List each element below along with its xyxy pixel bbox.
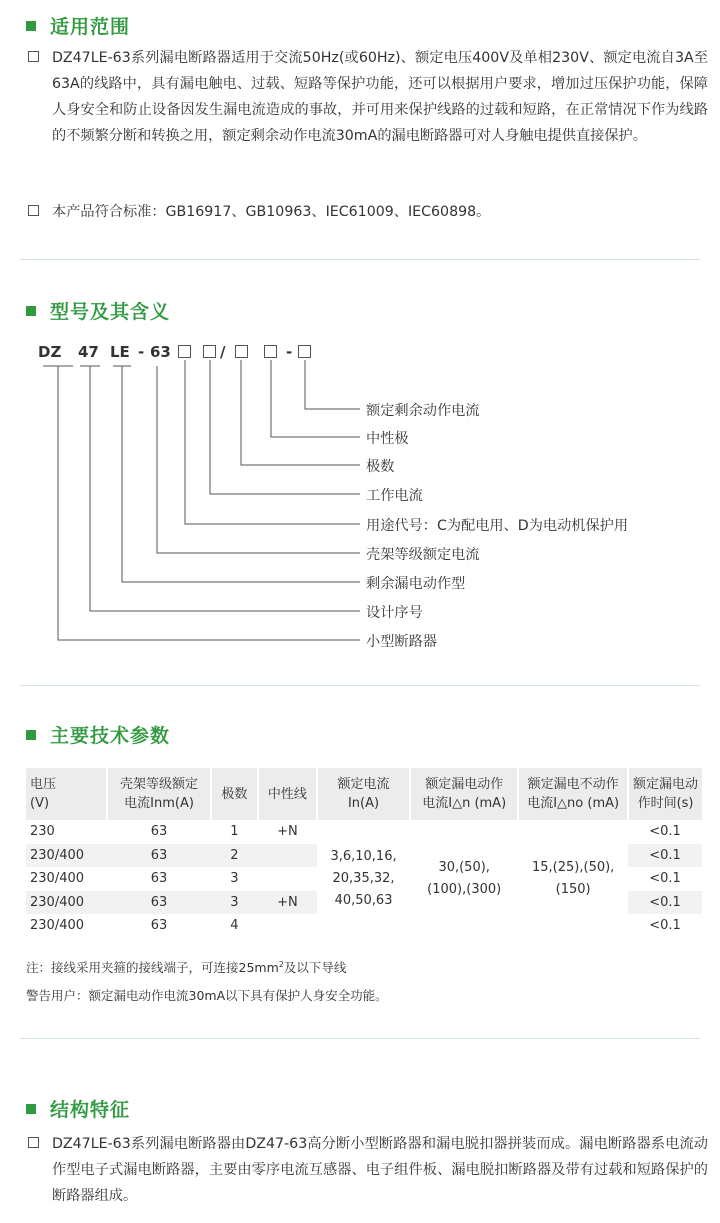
cell-break-time: <0.1 [649,871,681,887]
model-label: 工作电流 [366,488,423,504]
cell-neutral [258,844,317,868]
cell-frame-current: 63 [150,824,168,840]
section-title-structure [26,1095,130,1122]
cell-break-time: <0.1 [649,824,681,840]
leader-line [185,360,360,524]
cell-poles: 3 [230,871,239,887]
cell-poles: 2 [211,844,258,868]
cell-voltage: 230/400 [26,844,107,868]
model-code-le: LE [110,343,130,361]
table-header-row [26,768,702,820]
model-label: 壳架等级额定电流 [366,547,480,563]
leader-line [113,366,360,582]
model-label: 中性极 [366,431,409,447]
cell-poles: 3 [211,891,258,915]
model-label: 设计序号 [366,605,423,621]
scope-text-1: DZ47LE-63系列漏电断路器适用于交流50Hz(或60Hz)、额定电压400V及单相230V、额定电流自3A至63A的线路中，具有漏电触电、过载、短路等保护功能，还可以根据用户要求，增加过压保护功能，保障人身安全和防止设备因发生漏电流造成的事故，并可用来保护线路的过载和短路，在正常情况下作为线路的不频繁分断和转换之用，额定剩余动作电流30mA的漏电断路器可对人身触电提供直接保护。 [52,50,708,144]
leader-line [210,360,360,494]
section-title-text: 适用范围 [50,16,131,38]
scope-text-2: 本产品符合标准：GB16917、GB10963、IEC61009、IEC60898。 [52,204,491,220]
model-label: 剩余漏电动作型 [366,576,466,592]
model-label: 极数 [366,459,395,475]
table-row [26,820,702,844]
model-code-47: 47 [78,343,99,361]
cell-neutral [258,914,317,938]
cell-frame-current: 63 [150,918,168,934]
section-divider [20,685,700,686]
checkbox-bullet-icon [28,1137,39,1148]
square-bullet-icon [26,1104,36,1114]
header-break-time: 额定漏电动 作时间(s) [628,768,702,820]
leader-line [241,360,360,465]
model-code-63: 63 [150,343,171,361]
cell-voltage: 230 [30,824,55,840]
model-label: 小型断路器 [366,634,437,650]
header-neutral: 中性线 [258,768,317,820]
leader-line [43,366,360,640]
header-poles: 极数 [211,768,258,820]
spec-note: 注：接线采用夹箍的接线端子，可连接$25mm^2$及以下导线 [26,959,347,975]
cell-rated-current: 3,6,10,16, 20,35,32, 40,50,63 [330,848,397,908]
cell-break-time: <0.1 [628,844,702,868]
cell-break-time: <0.1 [649,918,681,934]
cell-poles: 4 [230,918,239,934]
section-title-text: 型号及其含义 [50,301,171,323]
cell-frame-current: 63 [150,871,168,887]
spec-table [26,768,702,938]
header-residual-non-operating-current: 额定漏电不动作 电流I△no (mA) [518,768,628,820]
section-title-text: 结构特征 [50,1099,131,1121]
cell-neutral: +N [277,824,298,840]
model-code-dash-2: - [286,343,293,361]
header-rated-current: 额定电流 In(A) [317,768,410,820]
model-code-dash: - [138,343,145,361]
model-code-dz: DZ [38,343,62,361]
section-divider [20,1038,700,1039]
header-frame-current: 壳架等级额定 电流Inm(A) [107,768,210,820]
leader-line [157,366,360,553]
structure-paragraph [28,1131,708,1209]
cell-poles: 1 [230,824,239,840]
square-bullet-icon [26,730,36,740]
model-code-slash: / [220,343,226,361]
cell-neutral: +N [258,891,317,915]
cell-frame-current: 63 [107,844,210,868]
cell-residual-non-operating-current: 15,(25),(50), (150) [532,859,615,897]
cell-residual-operating-current: 30,(50), (100),(300) [427,859,502,897]
model-label: 额定剩余动作电流 [366,403,480,419]
spec-warning: 警告用户：额定漏电动作电流30mA以下具有保护人身安全功能。 [26,988,388,1003]
model-label: 用途代号：C为配电用、D为电动机保护用 [366,518,629,534]
header-voltage: 电压 (V) [26,768,107,820]
leader-line [271,360,360,437]
structure-text: DZ47LE-63系列漏电断路器由DZ47-63高分断小型断路器和漏电脱扣器拼装而成。漏电断路器系电流动作型电子式漏电断路器，主要由零序电流互感器、电子组件板、漏电脱扣断路器及带有过载和短路保护的断路器组成。 [52,1136,708,1204]
cell-break-time: <0.1 [628,891,702,915]
cell-voltage: 230/400 [30,918,85,934]
leader-line [305,360,360,409]
section-title-text: 主要技术参数 [50,725,171,747]
cell-frame-current: 63 [107,891,210,915]
header-residual-operating-current: 额定漏电动作 电流I△n (mA) [410,768,518,820]
cell-neutral [258,867,317,891]
cell-voltage: 230/400 [26,891,107,915]
cell-voltage: 230/400 [30,871,85,887]
section-title-specs [26,721,170,748]
